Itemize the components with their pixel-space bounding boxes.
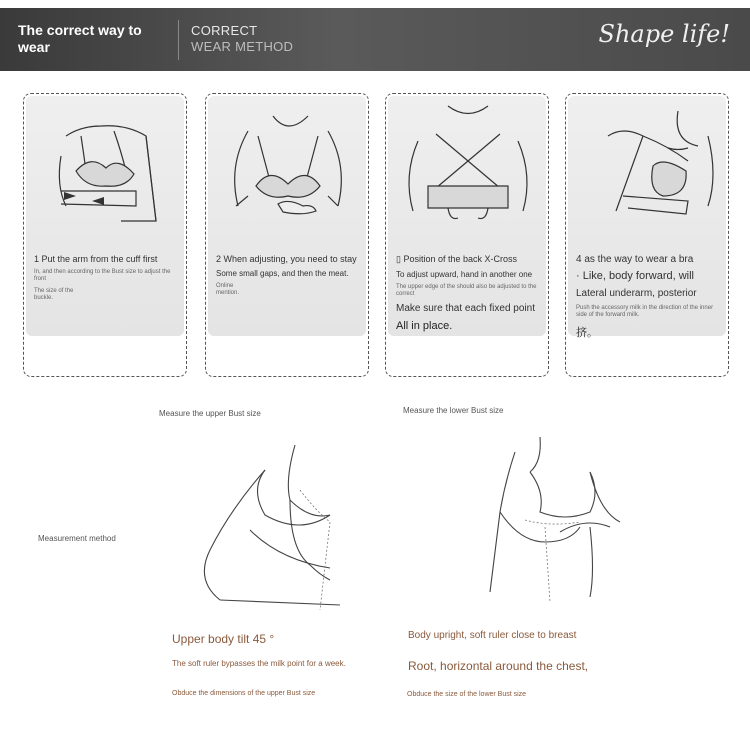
step-3-line-1: ▯ Position of the back X-Cross — [396, 254, 518, 264]
step-4-line-5: 挤。 — [576, 327, 598, 339]
lower-bust-figure — [470, 432, 630, 607]
upper-line-1: The soft ruler bypasses the milk point for a week. — [172, 659, 346, 668]
header-script-logo: Shape life! — [598, 20, 730, 48]
step-3-text — [396, 254, 540, 338]
step-3-line-2: To adjust upward, hand in another one — [396, 270, 533, 279]
header-divider — [178, 20, 179, 60]
lower-bust-label: Measure the lower Bust size — [403, 406, 504, 415]
step-2-line-2: Some small gaps, and then the meat. — [216, 269, 349, 278]
step-1-text — [34, 254, 178, 307]
upper-bust-label: Measure the upper Bust size — [159, 409, 261, 418]
header-title: The correct way to wear — [18, 22, 142, 55]
step-2-text — [216, 254, 360, 302]
lower-line-2: Obduce the size of the lower Bust size — [407, 691, 527, 698]
step-1-line-1: 1 Put the arm from the cuff first — [34, 254, 158, 264]
step-1-line-2: In, and then according to the Bust size to adjust the front — [34, 269, 171, 282]
step-4-line-3: Lateral underarm, posterior — [576, 288, 697, 299]
step-2-line-3: Online mention. — [216, 283, 240, 296]
step-card-3 — [385, 93, 549, 377]
upper-heading: Upper body tilt 45 ° — [172, 632, 275, 646]
step-4-text — [576, 254, 720, 346]
step-3-line-4: Make sure that each fixed point — [396, 303, 535, 314]
step-3-illustration — [388, 96, 548, 246]
header-subtitle-line2: WEAR METHOD — [191, 39, 294, 54]
header-banner — [0, 8, 750, 71]
step-2-illustration — [208, 96, 368, 246]
lower-heading: Body upright, soft ruler close to breast — [408, 630, 577, 641]
step-card-1 — [23, 93, 187, 377]
step-4-illustration — [568, 96, 728, 246]
step-1-line-3: The size of the buckle. — [34, 288, 74, 301]
header-subtitle — [191, 23, 293, 55]
measurement-method-label: Measurement method — [38, 534, 116, 543]
step-2-line-1: 2 When adjusting, you need to stay — [216, 254, 357, 264]
upper-line-2: Obduce the dimensions of the upper Bust size — [172, 690, 316, 697]
step-4-line-1: 4 as the way to wear a bra — [576, 254, 694, 265]
step-4-line-2: · Like, body forward, will — [576, 270, 694, 282]
step-1-illustration — [26, 96, 186, 246]
step-3-line-3: The upper edge of the should also be adjusted to the correct — [396, 284, 537, 297]
step-3-line-5: All in place. — [396, 320, 453, 332]
upper-bust-figure — [190, 440, 350, 615]
header-subtitle-line1: CORRECT — [191, 23, 258, 38]
step-4-line-4: Push the accessory milk in the direction of the inner side of the forward milk. — [576, 305, 714, 318]
step-card-2 — [205, 93, 369, 377]
lower-line-1: Root, horizontal around the chest, — [408, 659, 589, 673]
step-card-4 — [565, 93, 729, 377]
